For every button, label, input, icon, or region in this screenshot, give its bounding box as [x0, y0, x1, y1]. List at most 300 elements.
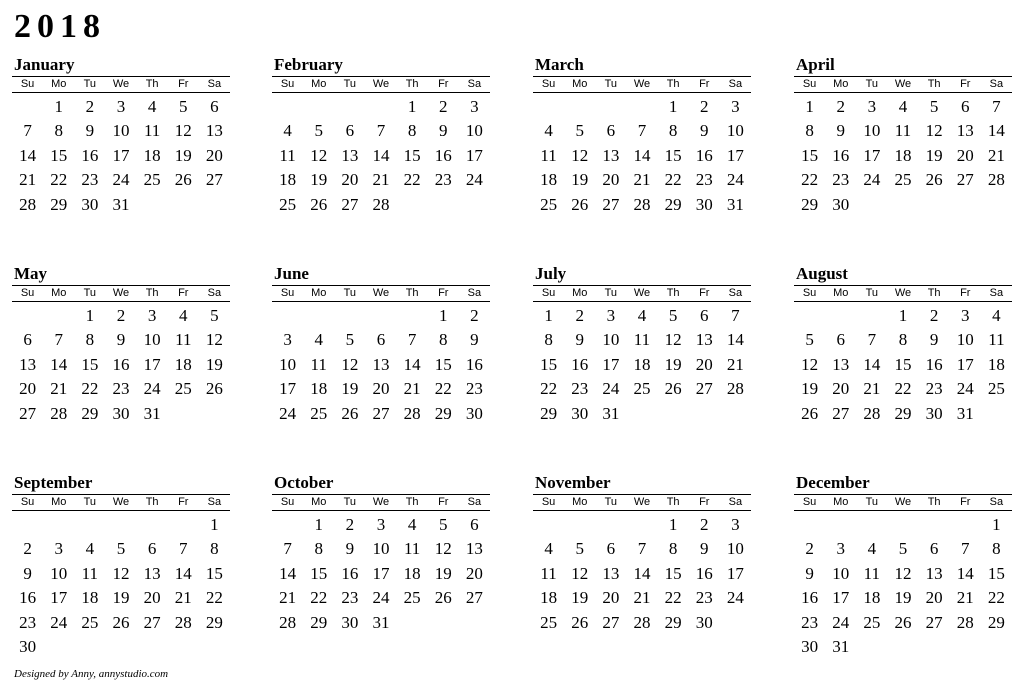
weekday-header: Su: [541, 287, 556, 299]
day-cell: 12: [801, 354, 819, 374]
empty-day-cell: [887, 513, 918, 537]
empty-day-cell: [564, 95, 595, 119]
day-cell: 18: [894, 145, 912, 165]
day-cell: 23: [695, 588, 713, 608]
day-cell: 14: [863, 354, 881, 374]
day-cell: 21: [403, 379, 421, 399]
day-cell: 16: [925, 354, 943, 374]
day-cell: 5: [805, 330, 814, 350]
day-cell: 10: [863, 121, 881, 141]
day-cell: 6: [147, 539, 157, 559]
day-cell: 20: [19, 379, 37, 399]
day-cell: 25: [540, 194, 558, 214]
weekday-header: We: [112, 496, 130, 508]
day-grid: [794, 302, 1012, 426]
day-cell: 10: [279, 354, 297, 374]
day-cell: 3: [147, 306, 157, 325]
day-cell: 14: [19, 145, 37, 165]
day-cell: 22: [801, 170, 819, 190]
day-cell: 1: [898, 306, 908, 325]
day-cell: 11: [988, 330, 1005, 350]
day-cell: 15: [50, 145, 68, 165]
day-cell: 4: [179, 306, 188, 325]
day-cell: 22: [664, 170, 682, 190]
day-cell: 19: [174, 145, 192, 165]
day-cell: 24: [726, 170, 744, 190]
weekday-header: Tu: [83, 496, 97, 508]
day-cell: 30: [695, 612, 713, 632]
day-cell: 14: [726, 330, 744, 350]
day-cell: 13: [956, 121, 974, 141]
weekday-header: We: [372, 496, 390, 508]
empty-day-cell: [626, 513, 657, 537]
day-cell: 19: [894, 588, 912, 608]
day-cell: 1: [85, 306, 95, 325]
day-cell: 8: [439, 330, 448, 350]
day-cell: 7: [867, 330, 877, 350]
weekday-header: Fr: [960, 496, 971, 508]
weekday-header-row: [12, 76, 230, 93]
day-cell: 25: [174, 379, 192, 399]
day-cell: 9: [116, 330, 126, 350]
day-cell: 7: [961, 539, 970, 559]
empty-day-cell: [272, 95, 303, 119]
day-cell: 6: [929, 539, 939, 559]
weekday-header-row: [533, 76, 751, 93]
day-cell: 4: [898, 97, 908, 116]
weekday-header: Fr: [699, 287, 710, 299]
weekday-header: We: [112, 287, 130, 299]
day-cell: 2: [116, 306, 126, 325]
day-cell: 6: [836, 330, 845, 350]
month-august: [794, 263, 1012, 426]
day-cell: 31: [832, 636, 850, 656]
day-cell: 19: [664, 354, 682, 374]
day-cell: 4: [314, 330, 323, 350]
day-cell: 20: [205, 145, 223, 165]
day-cell: 27: [19, 403, 37, 423]
day-cell: 12: [925, 121, 943, 141]
day-cell: 23: [434, 170, 452, 190]
empty-day-cell: [856, 513, 887, 537]
day-cell: 22: [50, 170, 68, 190]
empty-day-cell: [105, 513, 136, 537]
day-cell: 27: [925, 612, 943, 632]
day-cell: 9: [836, 121, 845, 141]
day-cell: 15: [664, 563, 682, 583]
month-name: August: [796, 264, 848, 283]
weekday-header-row: [12, 494, 230, 511]
weekday-header-row: [533, 285, 751, 302]
day-cell: 2: [836, 97, 845, 116]
day-cell: 13: [602, 563, 620, 583]
weekday-header: Mo: [833, 496, 849, 508]
weekday-header: Su: [802, 287, 817, 299]
day-cell: 21: [633, 588, 651, 608]
day-cell: 30: [571, 403, 589, 423]
day-cell: 23: [925, 379, 943, 399]
day-cell: 12: [205, 330, 223, 350]
day-cell: 23: [341, 588, 359, 608]
weekday-header: Fr: [178, 78, 189, 90]
day-cell: 18: [279, 170, 297, 190]
month-name: March: [535, 55, 584, 74]
day-cell: 24: [726, 588, 744, 608]
day-cell: 20: [832, 379, 850, 399]
day-grid: [12, 93, 230, 217]
day-cell: 9: [85, 121, 95, 141]
day-cell: 3: [961, 306, 970, 325]
weekday-header: We: [372, 78, 390, 90]
day-cell: 20: [602, 170, 620, 190]
day-cell: 14: [633, 145, 651, 165]
weekday-header: Sa: [207, 287, 222, 299]
credit-text: Designed by Anny, annystudio.com: [14, 668, 169, 680]
day-cell: 9: [345, 539, 355, 559]
day-cell: 10: [465, 121, 483, 141]
month-november: [533, 472, 751, 635]
day-cell: 6: [470, 515, 479, 534]
day-cell: 13: [925, 563, 943, 583]
day-cell: 2: [345, 515, 355, 534]
empty-day-cell: [365, 304, 396, 328]
day-cell: 23: [112, 379, 130, 399]
day-cell: 31: [726, 194, 744, 214]
day-cell: 17: [465, 145, 483, 165]
day-cell: 5: [575, 539, 584, 559]
weekday-header-row: [12, 285, 230, 302]
day-cell: 27: [143, 612, 161, 632]
day-cell: 15: [801, 145, 819, 165]
day-cell: 11: [143, 121, 161, 141]
month-name: January: [14, 55, 75, 74]
weekday-header: Mo: [833, 78, 849, 90]
day-cell: 25: [310, 403, 328, 423]
year-title: 2018: [14, 8, 106, 45]
day-cell: 29: [540, 403, 558, 423]
weekday-header: Tu: [604, 78, 618, 90]
empty-day-cell: [919, 513, 950, 537]
day-cell: 25: [279, 194, 297, 214]
day-cell: 11: [633, 330, 651, 350]
empty-day-cell: [397, 304, 428, 328]
day-cell: 8: [407, 121, 417, 141]
day-cell: 6: [376, 330, 386, 350]
day-cell: 18: [174, 354, 192, 374]
day-cell: 25: [633, 379, 651, 399]
day-cell: 15: [894, 354, 912, 374]
day-cell: 15: [205, 563, 223, 583]
day-cell: 10: [832, 563, 850, 583]
month-december: [794, 472, 1012, 659]
weekday-header: We: [894, 496, 912, 508]
day-cell: 10: [143, 330, 161, 350]
day-cell: 30: [832, 194, 850, 214]
day-cell: 14: [372, 145, 390, 165]
weekday-header: Fr: [178, 496, 189, 508]
day-cell: 22: [310, 588, 328, 608]
day-cell: 11: [403, 539, 421, 559]
day-cell: 8: [314, 539, 323, 559]
month-name: May: [14, 264, 48, 283]
empty-day-cell: [533, 513, 564, 537]
day-grid: [533, 511, 751, 635]
day-cell: 8: [668, 539, 678, 559]
empty-day-cell: [794, 304, 825, 328]
weekday-header: Th: [405, 496, 419, 508]
day-cell: 4: [867, 539, 877, 559]
day-cell: 5: [898, 539, 908, 559]
day-cell: 16: [571, 354, 589, 374]
day-cell: 27: [602, 194, 620, 214]
day-cell: 14: [50, 354, 68, 374]
weekday-header: Tu: [343, 78, 357, 90]
day-cell: 16: [81, 145, 99, 165]
weekday-header: We: [894, 78, 912, 90]
weekday-header: Su: [802, 78, 817, 90]
day-cell: 28: [19, 194, 37, 214]
weekday-header: Sa: [728, 496, 743, 508]
weekday-header: Su: [280, 78, 295, 90]
day-cell: 21: [863, 379, 881, 399]
day-cell: 1: [54, 97, 63, 116]
day-cell: 14: [174, 563, 192, 583]
empty-day-cell: [825, 304, 856, 328]
empty-day-cell: [825, 513, 856, 537]
weekday-header-row: [794, 76, 1012, 93]
day-cell: 23: [19, 612, 37, 632]
weekday-header: Tu: [83, 287, 97, 299]
weekday-header: Fr: [960, 287, 971, 299]
day-grid: [12, 302, 230, 426]
day-cell: 11: [540, 145, 557, 165]
day-cell: 1: [314, 515, 323, 534]
day-cell: 4: [407, 515, 417, 534]
day-cell: 4: [637, 306, 647, 325]
day-cell: 21: [633, 170, 651, 190]
weekday-header-row: [533, 494, 751, 511]
day-cell: 24: [143, 379, 161, 399]
empty-day-cell: [533, 95, 564, 119]
day-cell: 18: [540, 170, 558, 190]
weekday-header: Sa: [207, 78, 222, 90]
day-cell: 16: [434, 145, 452, 165]
day-cell: 17: [50, 588, 68, 608]
weekday-header: Sa: [989, 496, 1004, 508]
empty-day-cell: [168, 513, 199, 537]
day-cell: 6: [700, 306, 709, 325]
day-cell: 22: [81, 379, 99, 399]
day-cell: 2: [700, 515, 709, 534]
month-name: November: [535, 473, 611, 492]
day-cell: 7: [731, 306, 740, 325]
weekday-header: Su: [20, 496, 35, 508]
day-cell: 25: [143, 170, 161, 190]
day-cell: 5: [668, 306, 678, 325]
day-cell: 21: [19, 170, 37, 190]
day-cell: 7: [283, 539, 292, 559]
day-cell: 12: [434, 539, 452, 559]
day-cell: 14: [403, 354, 421, 374]
day-cell: 13: [695, 330, 713, 350]
day-cell: 9: [700, 539, 709, 559]
day-cell: 16: [465, 354, 483, 374]
day-cell: 28: [174, 612, 192, 632]
day-cell: 18: [863, 588, 881, 608]
day-cell: 15: [434, 354, 452, 374]
day-cell: 13: [465, 539, 483, 559]
day-cell: 30: [695, 194, 713, 214]
day-cell: 3: [283, 330, 292, 350]
empty-day-cell: [334, 304, 365, 328]
day-cell: 29: [894, 403, 912, 423]
weekday-header: Tu: [865, 78, 879, 90]
weekday-header: Th: [405, 287, 419, 299]
weekday-header: Sa: [989, 78, 1004, 90]
day-cell: 12: [894, 563, 912, 583]
weekday-header: Fr: [178, 287, 189, 299]
day-cell: 26: [205, 379, 223, 399]
empty-day-cell: [950, 513, 981, 537]
day-cell: 8: [85, 330, 95, 350]
day-cell: 13: [832, 354, 850, 374]
day-cell: 11: [279, 145, 296, 165]
day-cell: 13: [19, 354, 37, 374]
empty-day-cell: [365, 95, 396, 119]
day-cell: 8: [805, 121, 814, 141]
day-cell: 24: [832, 612, 850, 632]
weekday-header: Fr: [438, 496, 449, 508]
day-cell: 9: [23, 563, 32, 583]
day-cell: 5: [314, 121, 323, 141]
day-cell: 13: [372, 354, 390, 374]
day-cell: 16: [695, 145, 713, 165]
empty-day-cell: [272, 513, 303, 537]
day-cell: 7: [23, 121, 32, 141]
day-cell: 22: [403, 170, 421, 190]
day-cell: 17: [832, 588, 850, 608]
day-cell: 31: [143, 403, 161, 423]
day-cell: 4: [85, 539, 95, 559]
day-cell: 3: [867, 97, 877, 116]
day-grid: [12, 511, 230, 659]
weekday-header: Th: [927, 287, 941, 299]
day-cell: 30: [81, 194, 99, 214]
day-cell: 19: [112, 588, 130, 608]
day-cell: 17: [112, 145, 130, 165]
day-cell: 12: [174, 121, 192, 141]
day-cell: 27: [341, 194, 359, 214]
day-cell: 23: [801, 612, 819, 632]
weekday-header: We: [894, 287, 912, 299]
day-cell: 17: [863, 145, 881, 165]
day-cell: 18: [143, 145, 161, 165]
weekday-header-row: [272, 285, 490, 302]
day-cell: 10: [726, 539, 744, 559]
month-name: December: [796, 473, 870, 492]
day-cell: 26: [434, 588, 452, 608]
day-cell: 15: [81, 354, 99, 374]
day-cell: 12: [310, 145, 328, 165]
day-cell: 2: [470, 306, 479, 325]
day-cell: 31: [956, 403, 974, 423]
weekday-header: Sa: [728, 287, 743, 299]
day-cell: 16: [695, 563, 713, 583]
weekday-header-row: [794, 494, 1012, 511]
day-cell: 1: [544, 306, 553, 325]
day-cell: 6: [345, 121, 355, 141]
day-cell: 28: [633, 612, 651, 632]
day-cell: 12: [571, 145, 589, 165]
day-cell: 1: [992, 515, 1001, 534]
empty-day-cell: [595, 95, 626, 119]
day-cell: 18: [310, 379, 328, 399]
day-cell: 12: [571, 563, 589, 583]
day-cell: 10: [112, 121, 130, 141]
empty-day-cell: [43, 304, 74, 328]
day-cell: 16: [832, 145, 850, 165]
day-cell: 28: [403, 403, 421, 423]
day-cell: 14: [279, 563, 297, 583]
day-cell: 11: [310, 354, 327, 374]
empty-day-cell: [334, 95, 365, 119]
day-cell: 29: [664, 612, 682, 632]
day-cell: 23: [465, 379, 483, 399]
day-cell: 11: [81, 563, 99, 583]
day-cell: 9: [439, 121, 448, 141]
day-cell: 10: [956, 330, 974, 350]
day-cell: 6: [606, 121, 616, 141]
weekday-header: Su: [280, 496, 295, 508]
day-cell: 2: [700, 97, 709, 116]
weekday-header: Fr: [960, 78, 971, 90]
day-cell: 27: [372, 403, 390, 423]
day-cell: 6: [210, 97, 219, 116]
day-cell: 25: [81, 612, 99, 632]
empty-day-cell: [12, 304, 43, 328]
weekday-header: Fr: [438, 287, 449, 299]
month-may: [12, 263, 230, 426]
weekday-header: Su: [541, 78, 556, 90]
day-cell: 3: [731, 97, 740, 116]
month-name: September: [14, 473, 93, 492]
day-cell: 3: [470, 97, 479, 116]
month-name: October: [274, 473, 334, 492]
day-cell: 4: [283, 121, 292, 141]
day-cell: 28: [279, 612, 297, 632]
day-cell: 26: [112, 612, 130, 632]
weekday-header: Su: [802, 496, 817, 508]
weekday-header: Mo: [572, 496, 588, 508]
day-cell: 10: [726, 121, 744, 141]
empty-day-cell: [564, 513, 595, 537]
empty-day-cell: [626, 95, 657, 119]
day-cell: 20: [372, 379, 390, 399]
day-cell: 26: [664, 379, 682, 399]
month-july: [533, 263, 751, 426]
weekday-header: Fr: [699, 496, 710, 508]
day-cell: 2: [85, 97, 95, 116]
month-february: [272, 54, 490, 217]
day-cell: 17: [372, 563, 390, 583]
day-cell: 18: [81, 588, 99, 608]
month-march: [533, 54, 751, 217]
day-cell: 26: [801, 403, 819, 423]
day-cell: 30: [112, 403, 130, 423]
empty-day-cell: [12, 95, 43, 119]
day-cell: 4: [544, 539, 553, 559]
day-cell: 12: [664, 330, 682, 350]
